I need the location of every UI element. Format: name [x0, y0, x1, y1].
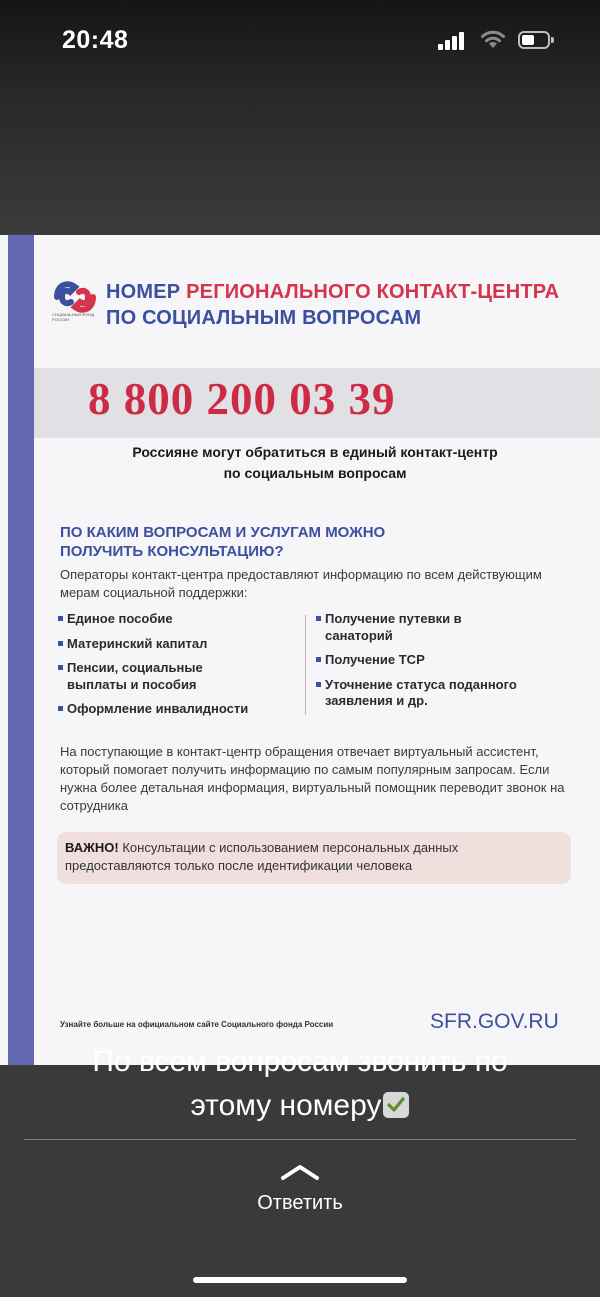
reply-divider — [24, 1139, 576, 1140]
check-mark-button-icon — [383, 1092, 409, 1118]
reply-button[interactable]: Ответить — [257, 1192, 343, 1214]
important-text: Консультации с использованием персональных данных предоставляются только после идентификации человека — [65, 840, 459, 873]
footer-site-link[interactable]: SFR.GOV.RU — [430, 1010, 559, 1033]
poster-image — [0, 235, 600, 1065]
service-item: Получение путевки в санаторий — [316, 611, 495, 644]
footer-text: Узнайте больше на официальном сайте Социального фонда России — [60, 1020, 334, 1029]
service-item: Единое пособие — [58, 611, 298, 628]
home-indicator[interactable] — [193, 1277, 407, 1283]
operators-text: Операторы контакт-центра предоставляют информацию по всем действующим мерам социальной поддержки: — [60, 567, 542, 600]
poster-title: НОМЕР РЕГИОНАЛЬНОГО КОНТАКТ-ЦЕНТРА ПО СОЦИАЛЬНЫМ ВОПРОСАМ — [106, 281, 560, 329]
status-time: 20:48 — [62, 26, 129, 54]
phone-number[interactable]: 8 800 200 03 39 — [88, 374, 396, 424]
services-list-right — [316, 611, 586, 718]
service-item: Материнский капитал — [58, 636, 298, 653]
chevron-up-icon[interactable] — [280, 1163, 320, 1181]
important-notice — [57, 832, 571, 884]
services-divider — [305, 615, 306, 715]
assistant-text: На поступающие в контакт-центр обращения отвечает виртуальный ассистент, который помогает получить информацию по самым популярным запросам. Если нужна более детальная информация, виртуальный помощник переводит звонок на сотрудника — [60, 744, 565, 813]
service-item: Оформление инвалидности — [58, 701, 298, 718]
important-label: ВАЖНО! — [65, 840, 119, 855]
signal-icon — [438, 32, 470, 50]
logo-caption: СОЦИАЛЬНЫЙ ФОНД РОССИИ — [52, 312, 94, 322]
battery-icon — [518, 31, 550, 49]
poster-accent-bar — [8, 235, 34, 1065]
story-header-area — [0, 0, 600, 235]
service-item: Уточнение статуса поданного заявления и др. — [316, 677, 575, 710]
service-item: Пенсии, социальные выплаты и пособия — [58, 660, 257, 693]
story-caption: По всем вопросам звонить по этому номеру — [92, 1045, 508, 1122]
services-list-left — [58, 611, 298, 726]
status-bar — [0, 0, 600, 80]
intro-text: Россияне могут обратиться в единый контакт-центр по социальным вопросам — [132, 444, 498, 481]
wifi-icon — [478, 28, 508, 50]
service-item: Получение ТСР — [316, 652, 586, 669]
question-heading: ПО КАКИМ ВОПРОСАМ И УСЛУГАМ МОЖНО ПОЛУЧИТЬ КОНСУЛЬТАЦИЮ? — [60, 524, 386, 560]
